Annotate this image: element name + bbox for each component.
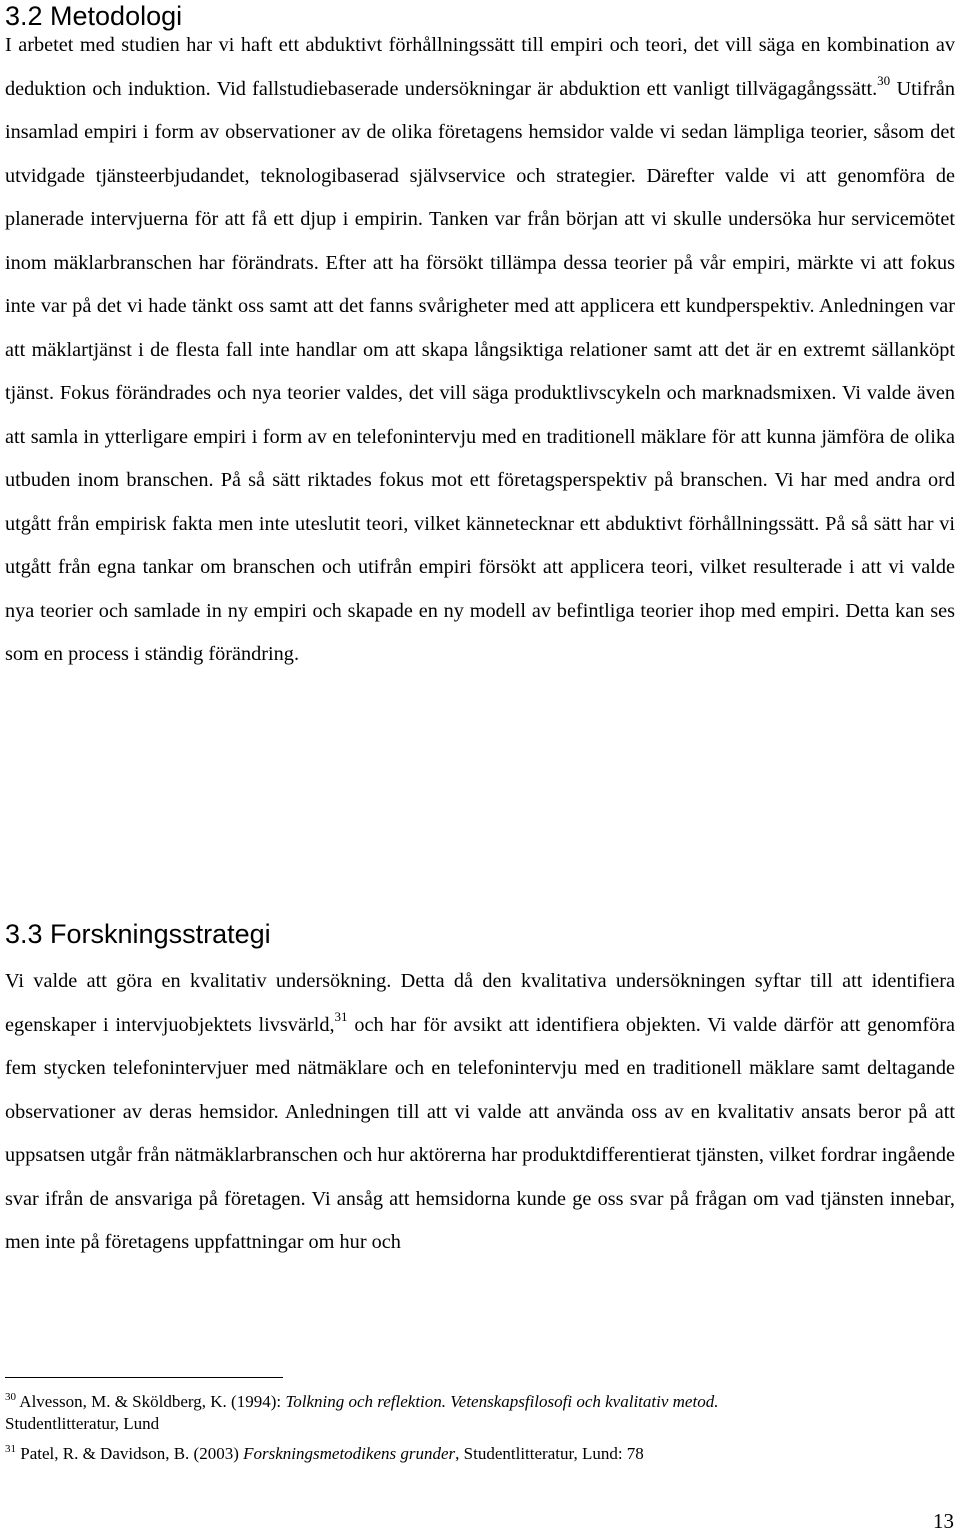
- paragraph-text: Vi valde att göra en kvalitativ undersökning. Detta då den kvalitativa undersökningen syftar till att identifiera egenskaper i intervjuobjektets livsvärld,: [5, 970, 955, 1036]
- paragraph-text: Utifrån insamlad empiri i form av observationer av de olika företagens hemsidor valde vi sedan lämpliga teorier, såsom det utvidgade tjänsteerbjudandet, teknologibaserad självservice och strategier. Därefter valde vi att genomföra de planerade intervjuerna för att få ett djup i empirin. Tanken var från början att vi skulle undersöka hur servicemötet inom mäklarbranschen har förändrats. Efter att ha försökt tillämpa dessa teorier på vår empiri, märkte vi att fokus inte var på det vi hade tänkt oss samt att det fanns svårigheter med att applicera ett kundperspektiv. Anledningen var att mäklartjänst i de flesta fall inte handlar om att skapa långsiktiga relationer samt att det är en extremt sällanköpt tjänst. Fokus förändrades och nya teorier valdes, det vill säga produktlivscykeln och marknadsmixen. Vi valde även att samla in ytterligare empiri i form av en telefonintervju med en traditionell mäklare för att kunna jämföra de olika utbuden inom branschen. På så sätt riktades fokus mot ett företagsperspektiv på branschen. Vi har med andra ord utgått från empirisk fakta men inte uteslutit teori, vilket kännetecknar ett abduktivt förhållningssätt. På så sätt har vi utgått från egna tankar om branschen och utifrån empiri försökt att applicera teori, vilket resulterade i att vi valde nya teorier och samlade in ny empiri och skapade en ny modell av befintliga teorier ihop med empiri. Detta kan ses som en process i ständig förändring.: [5, 77, 956, 665]
- footnote-reference-30: 30: [877, 72, 891, 88]
- paragraph-text: I arbetet med studien har vi haft ett abduktivt förhållningssätt till empiri och teori, det vill säga en kombination av deduktion och induktion. Vid fallstudiebaserade undersökningar är abduktion ett vanligt tillvägagångssätt.: [5, 34, 955, 100]
- footnote-separator: [5, 1377, 283, 1378]
- footnote-title: Forskningsmetodikens grunder: [243, 1444, 456, 1463]
- footnote-31: [5, 1443, 955, 1465]
- footnote-publisher: , Studentlitteratur, Lund: 78: [455, 1444, 644, 1463]
- section-heading-metodologi: 3.2 Metodologi: [5, 1, 183, 31]
- paragraph-forskningsstrategi: [5, 960, 955, 1265]
- footnote-30: [5, 1391, 955, 1435]
- footnote-number: 31: [5, 1443, 16, 1455]
- footnote-publisher: Studentlitteratur, Lund: [5, 1414, 160, 1433]
- footnote-authors: Patel, R. & Davidson, B. (2003): [16, 1444, 244, 1463]
- footnote-reference-31: 31: [334, 1008, 348, 1024]
- section-heading-forskningsstrategi: 3.3 Forskningsstrategi: [5, 919, 271, 949]
- footnote-authors: Alvesson, M. & Sköldberg, K. (1994):: [16, 1392, 286, 1411]
- page-number: 13: [933, 1509, 954, 1533]
- footnote-title: Tolkning och reflektion. Vetenskapsfilosofi och kvalitativ metod.: [285, 1392, 719, 1411]
- paragraph-text: och har för avsikt att identifiera objekten. Vi valde därför att genomföra fem stycken telefonintervjuer med nätmäklare och en telefonintervju med en traditionell mäklare samt deltagande observationer av deras hemsidor. Anledningen till att vi valde att använda oss av en kvalitativ ansats beror på att uppsatsen utgår från nätmäklarbranschen och hur aktörerna har produktdifferentierat tjänsten, vilket fordrar ingående svar ifrån de ansvariga på företagen. Vi ansåg att hemsidorna kunde ge oss svar på frågan om vad tjänsten innebar, men inte på företagens uppfattningar om hur och: [5, 1013, 955, 1253]
- paragraph-metodologi: [5, 24, 955, 677]
- footnote-number: 30: [5, 1391, 16, 1403]
